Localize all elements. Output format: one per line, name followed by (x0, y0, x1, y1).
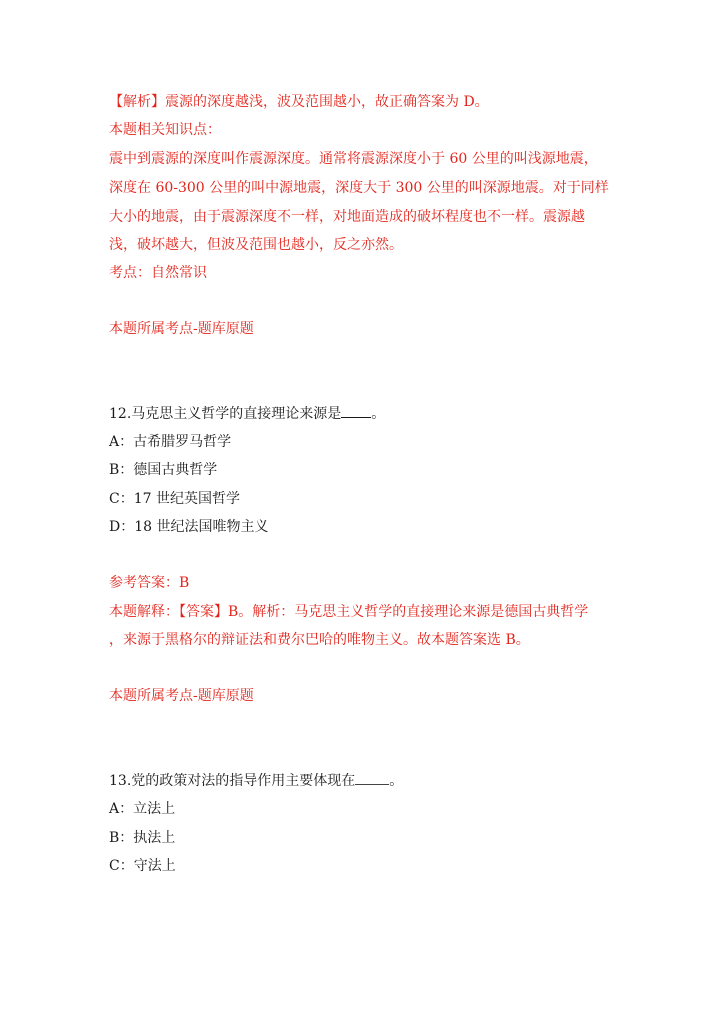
knowledge-line: 深度在 60-300 公里的叫中源地震，深度大于 300 公里的叫深源地震。对于同样 (109, 180, 609, 196)
analysis-line: 【解析】震源的深度越浅，波及范围越小，故正确答案为 D。 (109, 94, 489, 110)
knowledge-heading: 本题相关知识点： (109, 122, 221, 138)
knowledge-line: 震中到震源的深度叫作震源深度。通常将震源深度小于 60 公里的叫浅源地震， (109, 151, 598, 167)
option-a: A：古希腊罗马哲学 (109, 434, 232, 450)
knowledge-line: 大小的地震，由于震源深度不一样，对地面造成的破坏程度也不一样。震源越 (109, 209, 585, 225)
option-d: D：18 世纪法国唯物主义 (109, 519, 269, 535)
kaodian-line: 考点：自然常识 (109, 265, 207, 281)
reference-answer: 参考答案：B (109, 575, 190, 591)
option-a: A：立法上 (109, 801, 176, 817)
question-stem (109, 771, 403, 791)
source-line: 本题所属考点-题库原题 (109, 688, 254, 704)
knowledge-line: 浅，破坏越大，但波及范围也越小，反之亦然。 (109, 237, 403, 253)
question-stem-end: 。 (389, 773, 404, 789)
source-line: 本题所属考点-题库原题 (109, 321, 254, 337)
question-stem-text: 12.马克思主义哲学的直接理论来源是 (109, 406, 342, 422)
answer-blank (341, 403, 371, 418)
explanation-line: 本题解释：【答案】B。解析：马克思主义哲学的直接理论来源是德国古典哲学 (109, 604, 589, 620)
explanation-line: ，来源于黑格尔的辩证法和费尔巴哈的唯物主义。故本题答案选 B。 (109, 632, 530, 648)
option-c: C：17 世纪英国哲学 (109, 491, 240, 507)
option-b: B：德国古典哲学 (109, 462, 218, 478)
option-b: B：执法上 (109, 830, 176, 846)
answer-blank (355, 771, 389, 785)
option-c: C：守法上 (109, 858, 176, 874)
question-stem-end: 。 (371, 406, 386, 422)
question-stem (109, 403, 385, 423)
question-stem-text: 13.党的政策对法的指导作用主要体现在 (109, 773, 356, 789)
